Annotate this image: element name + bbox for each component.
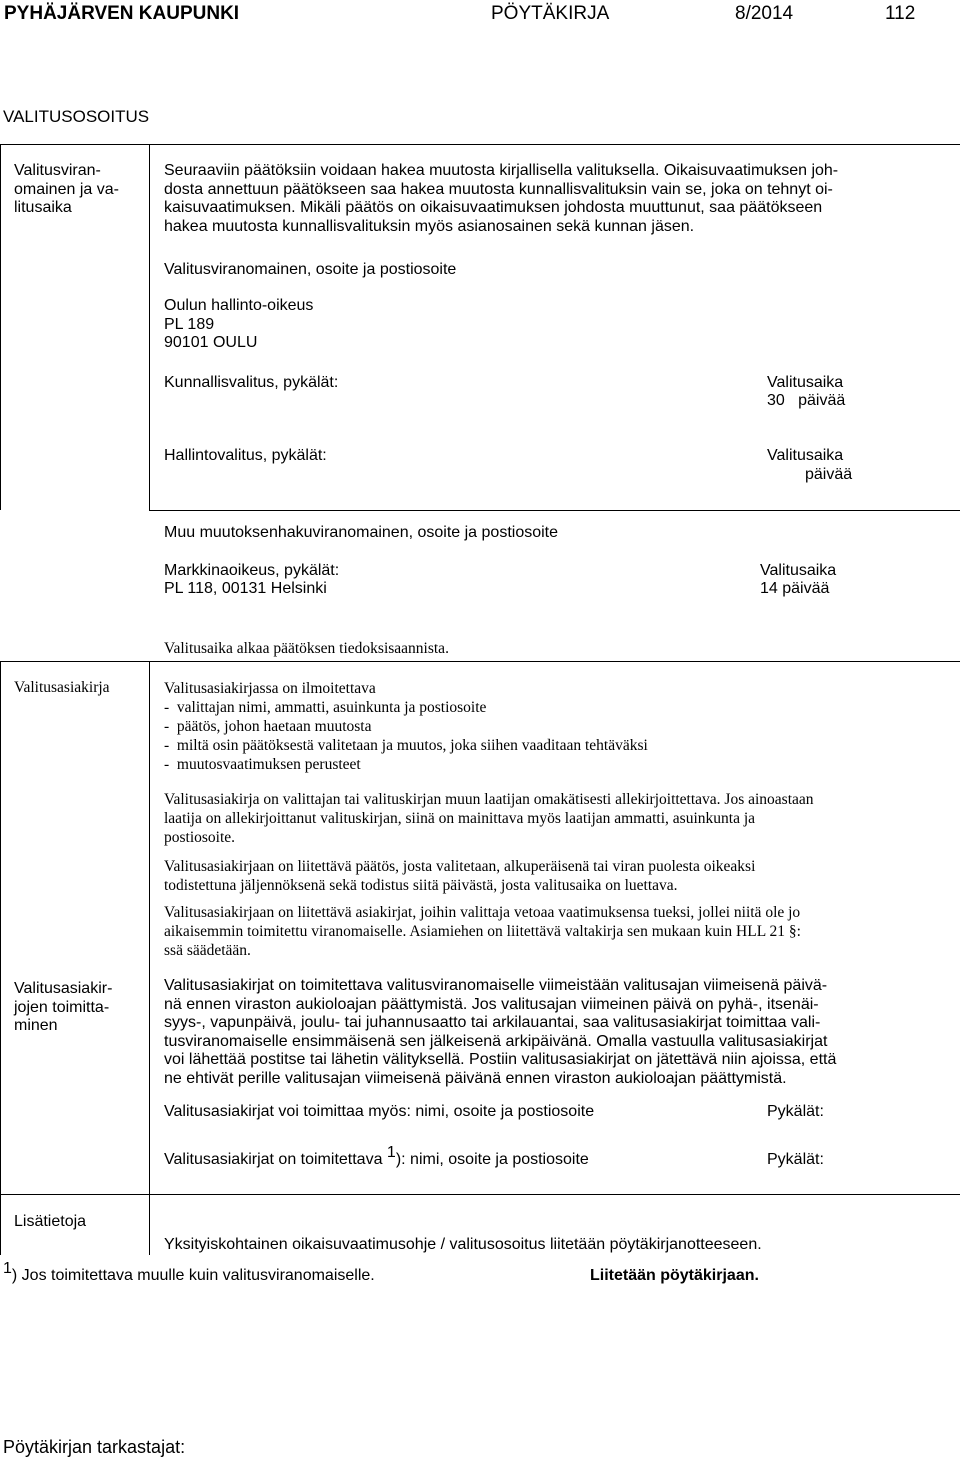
required-delivery-sections-label: Pykälät: [767,1151,824,1168]
attach-documents-paragraph: Valitusasiakirjaan on liitettävä asiakirjat, joihin valittaja vetoaa vaatimuksensa tueksi, jollei niitä ole jo aikaisemmin toimitettu viranomaiselle. Asiamiehen on liitettävä valtakirja sen mukaan kuin HLL 21 §: ssä säädetään. [164,904,801,959]
market-deadline-value: 14 päivää [760,580,830,597]
delivery-paragraph: Valitusasiakirjat on toimitettava valitusviranomaiselle viimeistään valitusajan viimeisenä päivä- nä ennen viraston aukioloajan päättymistä. Jos valitusajan viimeinen päivä on pyhä-, itsenäi- syys-, vapunpäivä, joulu- tai juhannusaatto tai arkilauantai, saa valitusasiakirjat toimittaa vali- tusviranomaiselle ensimmäisenä sen jälkeisenä arkipäivänä. Omalla vastuulla valitusasiakirjat voi lähettää postitse tai lähetin välityksellä. Postiin valitusasiakirjat on jätettävä niin ajoissa, että ne ehtivät perille valitusajan viimeisenä päivänä ennen viraston aukioloajan päättymistä. [164,977,837,1087]
header-document-type: PÖYTÄKIRJA [491,3,610,24]
more-info-text: Yksityiskohtainen oikaisuvaatimusohje / valitusosoitus liitetään pöytäkirjanotteeseen. [164,1236,762,1253]
header-city: PYHÄJÄRVEN KAUPUNKI [4,3,240,24]
authority-address: Oulun hallinto-oikeus PL 189 90101 OULU [164,297,314,351]
section-label-more-info: Lisätietoja [14,1213,87,1230]
frame-left-line-2 [0,661,1,1195]
municipal-deadline-label: Valitusaika [767,374,844,391]
frame-left-line-3 [0,1194,1,1255]
alt-delivery-sections-label: Pykälät: [767,1103,824,1120]
frame-left-line-1 [0,144,1,510]
list-item: - valittajan nimi, ammatti, asuinkunta ja postiosoite [164,699,487,716]
footnote-text: $^1$) Jos toimitettava muulle kuin valitusviranomaiselle. [3,1259,375,1284]
attach-decision-paragraph: Valitusasiakirjaan on liitettävä päätös, josta valitetaan, alkuperäisenä tai viran puolesta oikeaksi todistettuna jäljennöksenä sekä todistus siitä päivästä, josta valitusaika on luettava. [164,858,756,894]
municipal-appeal-label: Kunnallisvalitus, pykälät: [164,374,339,391]
frame-column-divider-2 [149,661,150,1195]
frame-bottom-line-1 [149,510,960,511]
list-item: - miltä osin päätöksestä valitetaan ja muutos, joka siihen vaaditaan tehtäväksi [164,737,648,754]
header-page-number: 112 [885,3,916,24]
alt-delivery-label: Valitusasiakirjat voi toimittaa myös: nimi, osoite ja postiosoite [164,1103,595,1120]
list-item: - päätös, johon haetaan muutosta [164,718,372,735]
section-label-authority: Valitusviran- omainen ja va- litusaika [14,162,119,216]
frame-line-3 [0,1194,960,1195]
municipal-deadline-value: 30 päivää [767,392,846,409]
section-label-delivery: Valitusasiakir- jojen toimitta- minen [14,980,113,1034]
admin-deadline-label: Valitusaika [767,447,844,464]
required-delivery-label: Valitusasiakirjat on toimitettava $^1$): nimi, osoite ja postiosoite [164,1143,589,1168]
frame-top-line [0,144,960,145]
other-authority-heading: Muu muutoksenhakuviranomainen, osoite ja postiosoite [164,524,559,541]
admin-appeal-label: Hallintovalitus, pykälät: [164,447,327,464]
market-court-address: PL 118, 00131 Helsinki [164,580,327,597]
signature-paragraph: Valitusasiakirja on valittajan tai valituskirjan muun laatijan omakätisesti allekirjoittettava. Jos ainoastaan laatija on allekirjoittanut valituskirjan, siinä on mainittava myös laatijan ammatti, asuinkunta ja postiosoite. [164,791,814,846]
header-meeting-number: 8/2014 [735,3,794,24]
frame-column-divider [149,144,150,510]
deadline-start-note: Valitusaika alkaa päätöksen tiedoksisaannista. [164,640,449,657]
minutes-reviewers-label: Pöytäkirjan tarkastajat: [3,1437,186,1457]
frame-line-2 [0,661,960,662]
market-deadline-label: Valitusaika [760,562,837,579]
requirements-heading: Valitusasiakirjassa on ilmoitettava [164,680,376,697]
attach-to-minutes-note: Liitetään pöytäkirjaan. [590,1267,759,1284]
appeal-document-requirements [164,679,648,774]
market-court-label: Markkinaoikeus, pykälät: [164,562,340,579]
appeal-intro-text: Seuraaviin päätöksiin voidaan hakea muutosta kirjallisella valituksella. Oikaisuvaatimuksen joh- dosta annettuun päätökseen saa hakea muutosta kunnallisvalituksin vain se, joka on tehnyt oi- kaisuvaatimuksen. Mikäli päätös on oikaisuvaatimuksen johdosta muuttunut, saa päätökseen hakea muutosta kunnallisvalituksin myös asianosainen sekä kunnan jäsen. [164,162,839,235]
authority-heading: Valitusviranomainen, osoite ja postiosoite [164,261,457,278]
page-title: VALITUSOSOITUS [3,107,150,126]
footnote-reference: 1 [386,1143,396,1161]
admin-deadline-value: päivää [805,466,853,483]
frame-column-divider-3 [149,1194,150,1255]
requirements-list [164,698,648,774]
section-label-appeal-document: Valitusasiakirja [14,679,110,696]
footnote-mark: 1 [3,1259,12,1277]
list-item: - muutosvaatimuksen perusteet [164,756,361,773]
